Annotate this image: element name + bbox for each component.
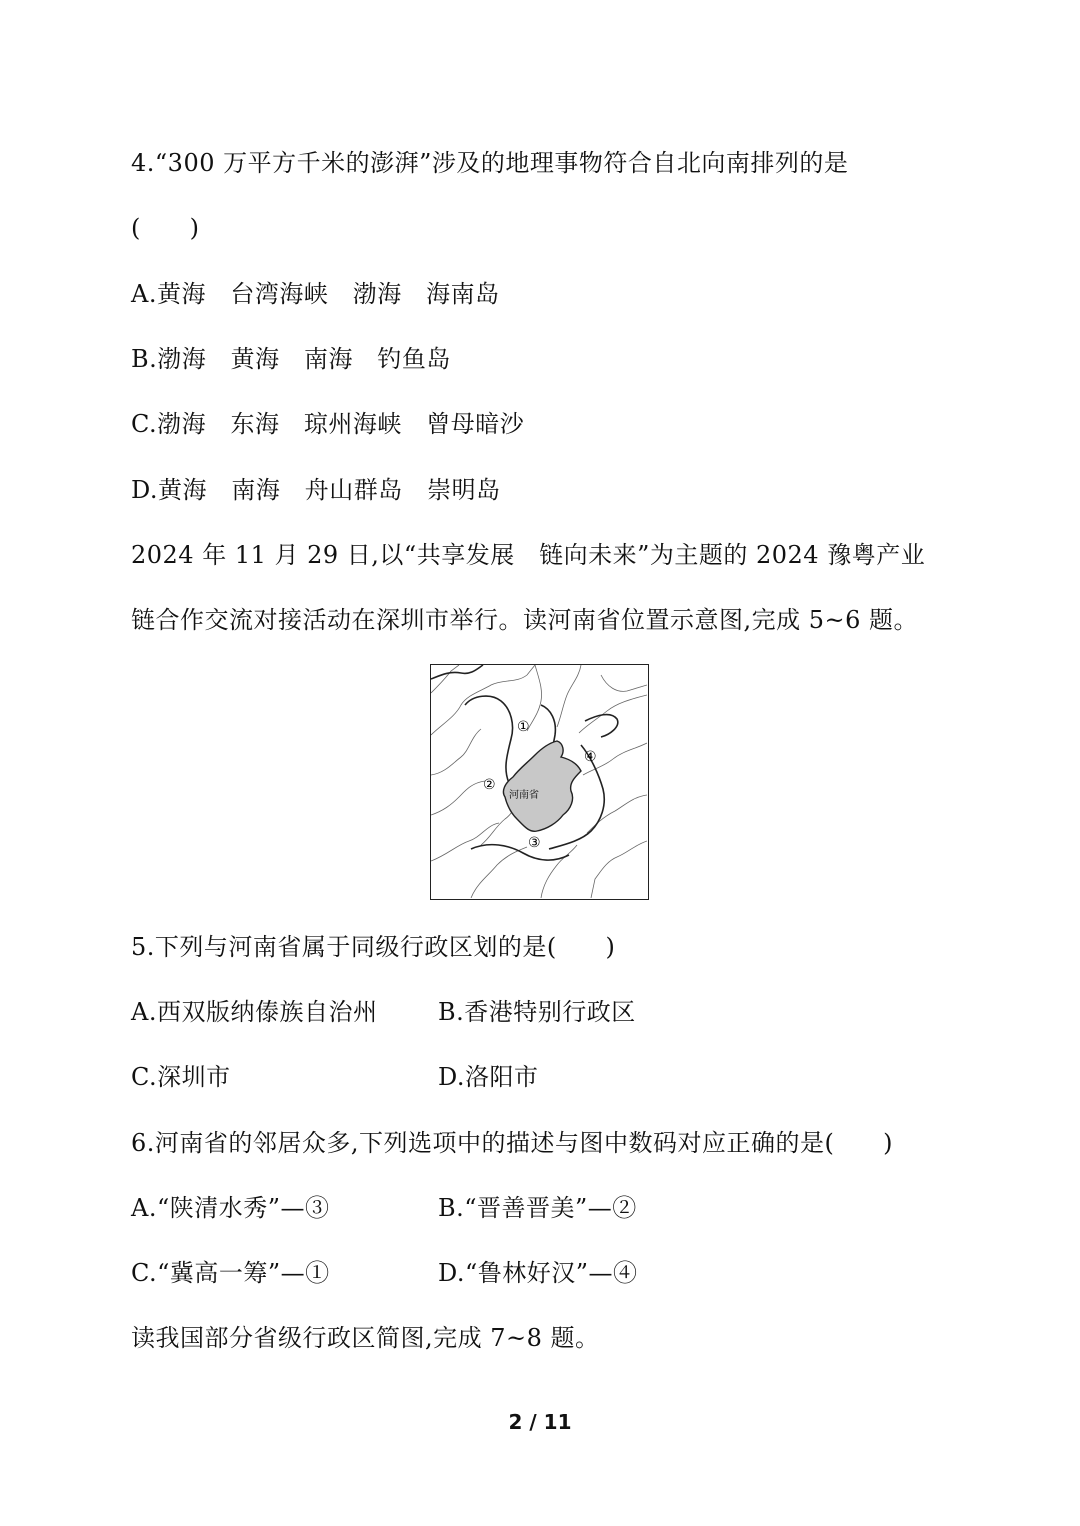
q4-option-a: A.黄海 台湾海峡 渤海 海南岛 bbox=[131, 280, 500, 308]
q4-stem: 4.“300 万平方千米的澎湃”涉及的地理事物符合自北向南排列的是 bbox=[131, 149, 849, 177]
passage-line-2: 链合作交流对接活动在深圳市举行。读河南省位置示意图,完成 5~6 题。 bbox=[131, 606, 919, 634]
q6-option-d: D.“鲁林好汉”—④ bbox=[438, 1259, 638, 1287]
q6-stem: 6.河南省的邻居众多,下列选项中的描述与图中数码对应正确的是( ) bbox=[131, 1129, 894, 1157]
marker-1: ① bbox=[517, 719, 530, 735]
passage-line-1: 2024 年 11 月 29 日,以“共享发展 链向未来”为主题的 2024 豫粤产业 bbox=[131, 541, 926, 569]
marker-2: ② bbox=[483, 777, 496, 793]
q4-answer-paren: ( ) bbox=[131, 214, 200, 242]
q6-option-a: A.“陕清水秀”—③ bbox=[131, 1194, 330, 1222]
marker-4: ④ bbox=[584, 749, 597, 765]
page-number: 2 / 11 bbox=[508, 1410, 572, 1434]
map-svg bbox=[431, 665, 647, 898]
q5-option-a: A.西双版纳傣族自治州 bbox=[131, 998, 378, 1026]
q7-8-intro: 读我国部分省级行政区简图,完成 7~8 题。 bbox=[131, 1324, 600, 1352]
q4-option-d: D.黄海 南海 舟山群岛 崇明岛 bbox=[131, 476, 501, 504]
q4-option-b: B.渤海 黄海 南海 钓鱼岛 bbox=[131, 345, 451, 373]
henan-location-map bbox=[430, 664, 649, 900]
marker-3: ③ bbox=[528, 835, 541, 851]
henan-province-shape bbox=[503, 741, 581, 831]
q5-option-c: C.深圳市 bbox=[131, 1063, 231, 1091]
q6-option-c: C.“冀高一筹”—① bbox=[131, 1259, 330, 1287]
q4-option-c: C.渤海 东海 琼州海峡 曾母暗沙 bbox=[131, 410, 525, 438]
q5-option-b: B.香港特别行政区 bbox=[438, 998, 636, 1026]
q5-option-d: D.洛阳市 bbox=[438, 1063, 539, 1091]
q6-option-b: B.“晋善晋美”—② bbox=[438, 1194, 637, 1222]
q5-stem: 5.下列与河南省属于同级行政区划的是( ) bbox=[131, 933, 616, 961]
henan-label: 河南省 bbox=[509, 790, 539, 801]
